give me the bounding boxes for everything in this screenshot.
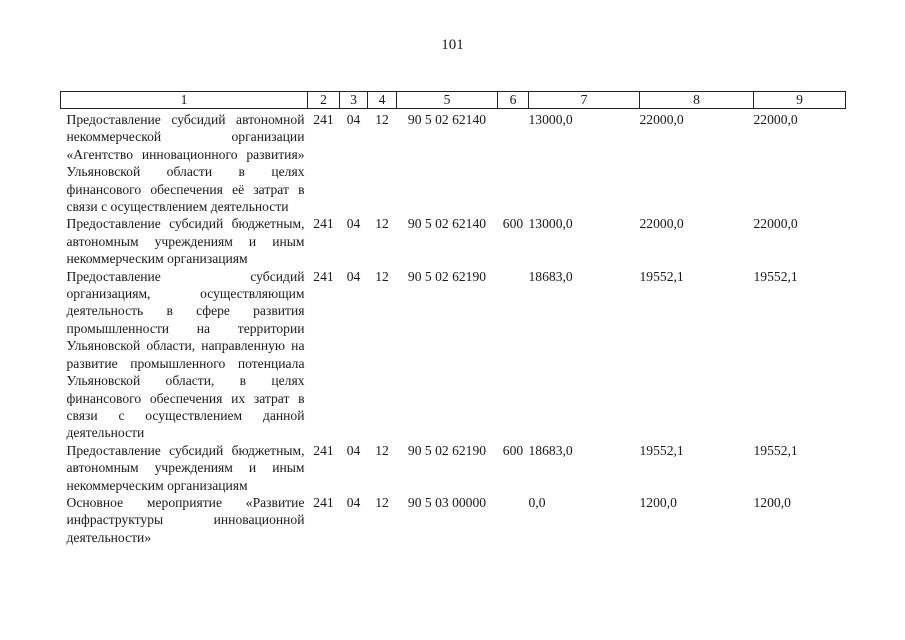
row-code-6: [498, 494, 529, 546]
row-value-7: 18683,0: [528, 442, 573, 458]
page-number: 101: [441, 37, 464, 53]
row-code-5: 90 5 02 62140: [407, 112, 487, 127]
column-header-8: 8: [640, 92, 754, 109]
row-value-9: 19552,1: [753, 268, 798, 284]
table-row: [61, 268, 846, 442]
table-row: [61, 215, 846, 267]
column-header-9: 9: [754, 92, 846, 109]
table-row: [61, 494, 846, 546]
table-row: [61, 109, 846, 216]
row-code-5: 90 5 02 62190: [407, 268, 487, 284]
row-name: Предоставление субсидий бюджетным, автономным учреждениям и иным некоммерческим организациям: [66, 216, 305, 267]
row-code-3: 04: [346, 442, 361, 458]
row-value-8: 19552,1: [639, 442, 684, 458]
row-value-9: 1200,0: [753, 494, 791, 510]
row-code-3: 04: [346, 216, 361, 232]
row-value-9: 19552,1: [753, 442, 798, 458]
row-value-7: 18683,0: [528, 268, 573, 284]
row-value-8: 22000,0: [639, 216, 684, 232]
row-value-7: 13000,0: [528, 112, 573, 127]
row-code-4: 12: [375, 494, 389, 510]
row-name: Предоставление субсидий организациям, осуществляющим деятельность в сфере развития промышленности на территории Ульяновской области, направленную на развитие промышленного потенциала Ульяновской области, в целях финансового обеспечения их затрат в связи с осуществлением данной деятельности: [66, 268, 305, 441]
row-value-7: 13000,0: [528, 216, 573, 232]
row-code-4: 12: [375, 442, 389, 458]
table-row: [61, 442, 846, 494]
row-code-3: 04: [346, 268, 361, 284]
row-code-6: [498, 268, 529, 442]
row-code-4: 12: [375, 268, 389, 284]
row-code-2: 241: [313, 268, 334, 284]
row-code-2: 241: [313, 216, 334, 232]
column-header-7: 7: [529, 92, 640, 109]
row-value-8: 1200,0: [639, 494, 677, 510]
row-code-6: 600: [502, 442, 524, 458]
row-value-9: 22000,0: [753, 216, 798, 232]
row-value-9: 22000,0: [753, 112, 798, 127]
row-code-2: 241: [313, 112, 334, 127]
row-code-5: 90 5 02 62190: [407, 442, 487, 458]
column-header-3: 3: [340, 92, 368, 109]
column-header-5: 5: [397, 92, 498, 109]
row-code-2: 241: [313, 494, 334, 510]
row-code-5: 90 5 02 62140: [407, 216, 487, 232]
column-header-2: 2: [308, 92, 340, 109]
row-code-6: 600: [502, 216, 524, 232]
row-value-8: 22000,0: [639, 112, 684, 127]
column-header-6: 6: [498, 92, 529, 109]
row-code-4: 12: [375, 216, 389, 232]
budget-table: [60, 91, 846, 546]
row-code-3: 04: [346, 112, 361, 127]
row-name: Предоставление субсидий автономной некоммерческой организации «Агентство инновационного развития» Ульяновской области в целях финансового обеспечения её затрат в связи с осуществлением деятельности: [66, 112, 305, 215]
row-value-8: 19552,1: [639, 268, 684, 284]
row-code-2: 241: [313, 442, 334, 458]
row-value-7: 0,0: [528, 494, 546, 510]
table-header-row: [61, 92, 846, 109]
column-header-1: 1: [61, 92, 308, 109]
row-code-4: 12: [375, 112, 389, 127]
column-header-4: 4: [368, 92, 397, 109]
row-name: Основное мероприятие «Развитие инфраструктуры инновационной деятельности»: [66, 494, 305, 545]
row-code-5: 90 5 03 00000: [407, 494, 487, 510]
row-code-3: 04: [346, 494, 361, 510]
row-code-6: [498, 109, 529, 216]
row-name: Предоставление субсидий бюджетным, автономным учреждениям и иным некоммерческим организациям: [66, 442, 305, 493]
